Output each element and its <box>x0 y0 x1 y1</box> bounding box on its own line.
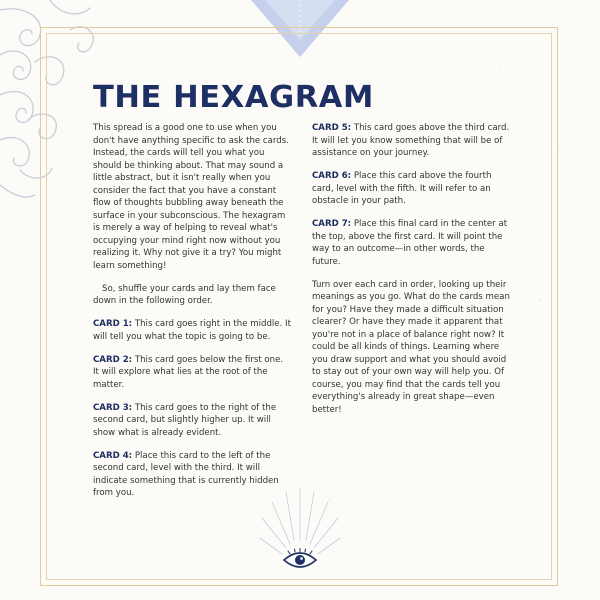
card-4-text: Place this card to the left of the second card, level with the third. It will indicate something that is currently hidden from you. <box>93 450 279 498</box>
intro-paragraph-2: So, shuffle your cards and lay them face down in the following order. <box>93 283 276 306</box>
card-2-text: This card goes below the first one. It will explore what lies at the root of the matter. <box>93 354 284 390</box>
card-3-text: This card goes to the right of the second card, but slightly higher up. It will show what is already evident. <box>93 402 277 438</box>
card-1-label: CARD 1: <box>93 319 133 329</box>
left-column <box>93 122 291 500</box>
card-5-entry <box>312 122 512 160</box>
card-3-label: CARD 3: <box>93 402 133 413</box>
card-1-entry <box>93 318 291 343</box>
card-7-entry <box>312 218 512 268</box>
card-5-text: This card goes above the third card. It will let you know something that will be of assistance on your journey. <box>312 123 510 158</box>
card-7-label: CARD 7: <box>312 219 352 229</box>
card-6-label: CARD 6: <box>312 171 352 181</box>
page-title: THE HEXAGRAM <box>93 80 374 115</box>
card-6-text: Place this card above the fourth card, level with the fifth. It will refer to an obstacle in your path. <box>312 171 492 206</box>
card-3-entry <box>93 402 291 440</box>
closing-paragraph: Turn over each card in order, looking up their meanings as you go. What do the cards mean for you? Have they made a difficult situation clearer? Or have they made it apparent that you're not in a place of balance right now? It could be all kinds of things. Learning where you draw support and what you should avoid to stay out of your own way will help you. Of course, you may find that the cards tell you everything's already in great shape—even better! <box>312 279 510 415</box>
intro-paragraph-1: This spread is a good one to use when you don't have anything specific to ask the cards. Instead, the cards will tell you what you should be thinking about. That may sound a little abstract, but it isn't really when you consider the fact that you have a constant flow of thoughts bubbling away beneath the surface in your subconscious. The hexagram is merely a way of helping to reveal what's occupying your mind right now without you realizing it. Why not give it a try? You might learn something! <box>93 123 289 271</box>
card-7-text: Place this final card in the center at the top, above the first card. It will point the way to an outcome—in other words, the future. <box>312 219 508 267</box>
card-2-entry <box>93 354 291 392</box>
card-4-label: CARD 4: <box>93 450 133 461</box>
eye-icon <box>260 488 340 580</box>
card-1-text: This card goes right in the middle. It will tell you what the topic is going to be. <box>93 319 291 342</box>
card-5-label: CARD 5: <box>312 123 352 133</box>
card-2-label: CARD 2: <box>93 354 133 365</box>
right-column <box>312 122 512 416</box>
card-6-entry <box>312 170 512 208</box>
